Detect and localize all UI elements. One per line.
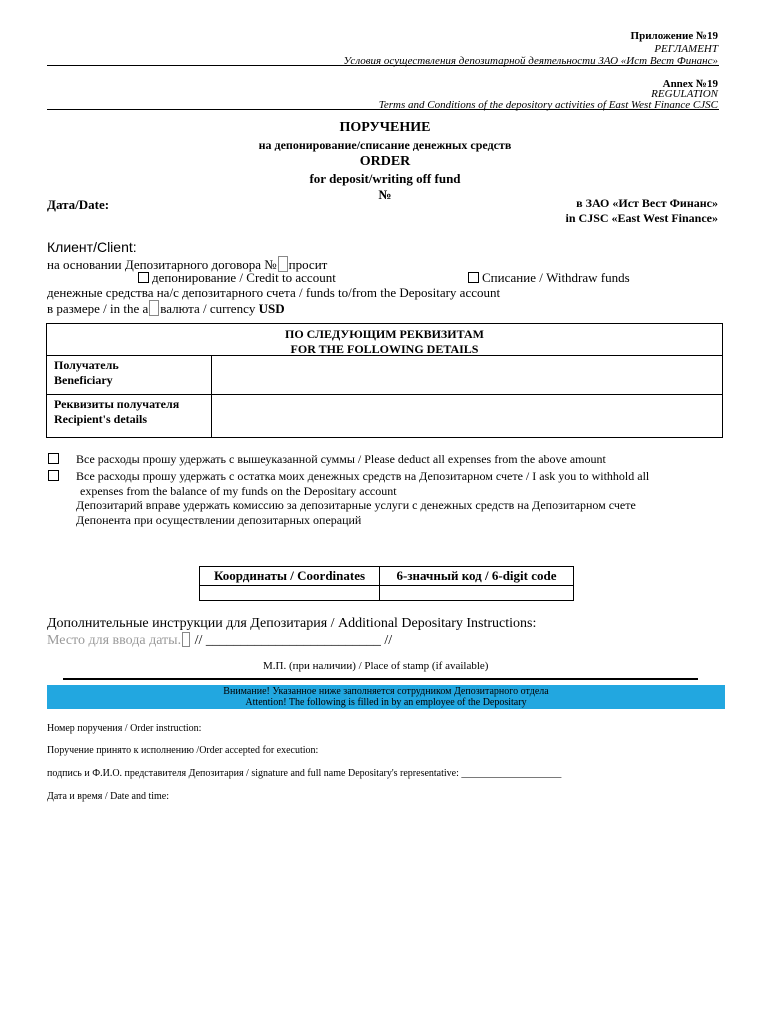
conditions-en: Terms and Conditions of the depository activities of East West Finance CJSC bbox=[378, 99, 718, 111]
annex-en: Annex №19 bbox=[662, 78, 718, 90]
accepted-field: Поручение принято к исполнению /Order accepted for execution: bbox=[47, 745, 319, 756]
commission-note-2: Депонента при осуществлении депозитарных операций bbox=[76, 513, 362, 527]
expense-option-1-label: Все расходы прошу удержать с вышеуказанной суммы / Please deduct all expenses from the above amount bbox=[76, 452, 606, 466]
conditions-ru: Условия осуществления депозитарной деятельности ЗАО «Ист Вест Финанс» bbox=[343, 55, 718, 67]
contract-text: на основании Депозитарного договора № bbox=[47, 257, 277, 272]
recipient-details-input-cell[interactable] bbox=[211, 394, 723, 438]
amount-label: в размере / in the a bbox=[47, 301, 149, 316]
title-ru: ПОРУЧЕНИЕ bbox=[339, 120, 431, 135]
withdraw-label: Списание / Withdraw funds bbox=[482, 270, 630, 285]
regulation-en: REGULATION bbox=[651, 88, 718, 100]
company-ru: в ЗАО «Ист Вест Финанс» bbox=[576, 196, 718, 210]
beneficiary-label-cell bbox=[46, 355, 212, 395]
coordinates-header bbox=[199, 566, 380, 586]
currency-label: валюта / currency bbox=[160, 301, 259, 316]
withdraw-option[interactable] bbox=[468, 270, 630, 286]
beneficiary-en: Beneficiary bbox=[54, 373, 113, 387]
date-sep-1: // bbox=[191, 633, 206, 648]
expense-checkbox-2[interactable] bbox=[48, 470, 59, 481]
company-en: in CJSC «East West Finance» bbox=[565, 211, 718, 225]
expense-option-2[interactable] bbox=[48, 469, 62, 484]
deposit-checkbox[interactable] bbox=[138, 272, 149, 283]
expense-option-1[interactable] bbox=[48, 452, 62, 467]
coordinates-input[interactable] bbox=[199, 585, 380, 601]
recipient-details-en: Recipient's details bbox=[54, 412, 147, 426]
expense-checkbox-1[interactable] bbox=[48, 453, 59, 464]
datetime-field: Дата и время / Date and time: bbox=[47, 791, 170, 802]
staff-notice-bar bbox=[47, 685, 725, 709]
recipient-details-label-cell bbox=[46, 394, 212, 438]
order-number: № bbox=[378, 187, 392, 202]
title-block bbox=[0, 120, 770, 203]
commission-note-1: Депозитарий вправе удержать комиссию за депозитарные услуги с денежных средств на Депозитарном счете bbox=[76, 498, 636, 512]
date-field[interactable] bbox=[182, 632, 190, 647]
details-header-ru: ПО СЛЕДУЮЩИМ РЕКВИЗИТАМ bbox=[285, 327, 484, 341]
notice-ru: Внимание! Указанное ниже заполняется сотрудником Депозитарного отдела bbox=[223, 686, 549, 697]
additional-instructions-label: Дополнительные инструкции для Депозитария / Additional Depositary Instructions: bbox=[47, 616, 537, 631]
date-entry-line bbox=[47, 632, 392, 649]
amount-line bbox=[47, 300, 285, 317]
stamp-label: М.П. (при наличии) / Place of stamp (if available) bbox=[263, 660, 489, 672]
notice-en: Attention! The following is filled in by an employee of the Depositary bbox=[245, 697, 527, 708]
date-placeholder[interactable]: Место для ввода даты. bbox=[47, 633, 182, 648]
order-number-field: Номер поручения / Order instruction: bbox=[47, 723, 202, 734]
contract-request: просит bbox=[288, 257, 328, 272]
header-divider-en bbox=[47, 109, 719, 110]
currency-value: USD bbox=[258, 301, 285, 316]
deposit-option[interactable] bbox=[138, 270, 336, 286]
subtitle-en: for deposit/writing off fund bbox=[309, 171, 461, 186]
code-label: 6-значный код / 6-digit code bbox=[396, 568, 557, 583]
funds-line: денежные средства на/с депозитарного счета / funds to/from the Depositary account bbox=[47, 285, 501, 300]
regulation-ru: РЕГЛАМЕНТ bbox=[654, 43, 718, 55]
code-header bbox=[379, 566, 574, 586]
expense-option-2-label-cont: expenses from the balance of my funds on the Depositary account bbox=[80, 484, 397, 498]
amount-field[interactable] bbox=[149, 300, 159, 316]
beneficiary-input-cell[interactable] bbox=[211, 355, 723, 395]
coordinates-label: Координаты / Coordinates bbox=[213, 568, 366, 583]
details-header-en: FOR THE FOLLOWING DETAILS bbox=[290, 342, 479, 356]
annex-ru: Приложение №19 bbox=[630, 30, 718, 42]
subtitle-ru: на депонирование/списание денежных средств bbox=[258, 138, 512, 152]
date-sep-2: // bbox=[380, 633, 393, 648]
deposit-label: депонирование / Credit to account bbox=[152, 270, 336, 285]
header-divider-ru bbox=[47, 65, 719, 66]
client-label: Клиент/Client: bbox=[47, 239, 137, 255]
expense-option-2-label: Все расходы прошу удержать с остатка моих денежных средств на Депозитарном счете / I ask you to withhold all bbox=[76, 469, 650, 483]
code-input[interactable] bbox=[379, 585, 574, 601]
beneficiary-ru: Получатель bbox=[54, 358, 119, 372]
withdraw-checkbox[interactable] bbox=[468, 272, 479, 283]
details-table-header bbox=[46, 323, 723, 356]
title-en: ORDER bbox=[359, 154, 411, 169]
stamp-divider bbox=[63, 678, 698, 680]
date-underline: _________________________ bbox=[205, 633, 381, 648]
signature-field: подпись и Ф.И.О. представителя Депозитария / signature and full name Depositary's representative: ____________________ bbox=[47, 768, 562, 779]
date-label: Дата/Date: bbox=[47, 197, 110, 212]
recipient-details-ru: Реквизиты получателя bbox=[54, 397, 180, 411]
